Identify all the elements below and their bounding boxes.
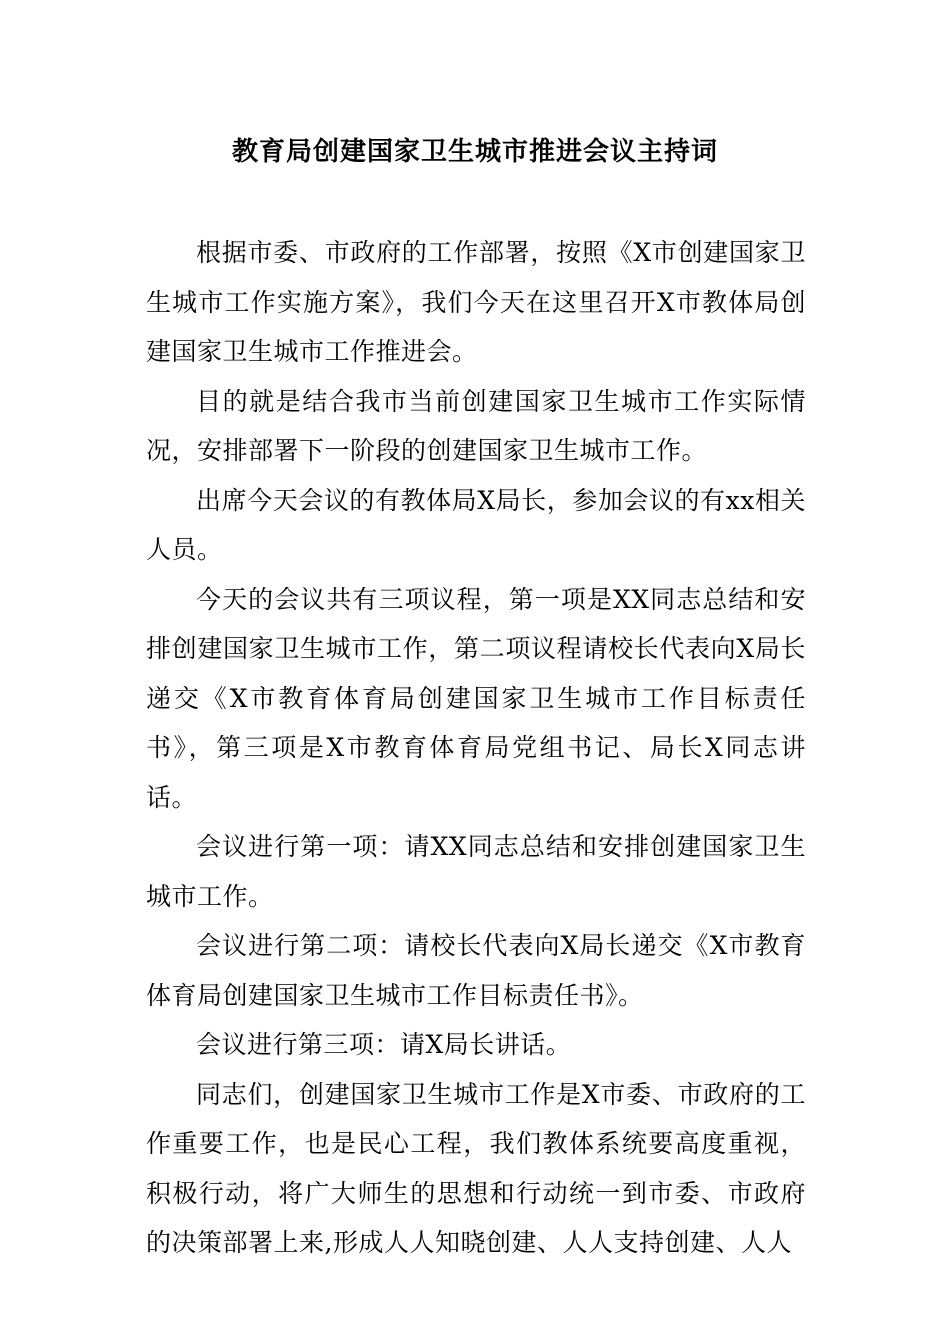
paragraph-closing: 同志们，创建国家卫生城市工作是X市委、市政府的工作重要工作，也是民心工程，我们教体系统要高度重视，积极行动，将广大师生的思想和行动统一到市委、市政府的决策部署上来,形成人人知晓创建、人人支持创建、人人 <box>146 1079 806 1257</box>
paragraph-item-two: 会议进行第二项：请校长代表向X局长递交《X市教育体育局创建国家卫生城市工作目标责任书》。 <box>146 931 806 1010</box>
paragraph-attendees: 出席今天会议的有教体局X局长，参加会议的有xx相关人员。 <box>146 485 806 564</box>
document-body <box>146 228 806 1268</box>
paragraph-agenda: 今天的会议共有三项议程，第一项是XX同志总结和安排创建国家卫生城市工作，第二项议程请校长代表向X局长递交《X市教育体育局创建国家卫生城市工作目标责任书》，第三项是X市教育体育局党组书记、局长X同志讲话。 <box>146 584 806 812</box>
paragraph-item-one: 会议进行第一项：请XX同志总结和安排创建国家卫生城市工作。 <box>146 832 806 911</box>
paragraph-item-three: 会议进行第三项：请X局长讲话。 <box>196 1030 572 1059</box>
paragraph-intro: 根据市委、市政府的工作部署，按照《X市创建国家卫生城市工作实施方案》，我们今天在这里召开X市教体局创建国家卫生城市工作推进会。 <box>146 238 806 366</box>
document-title: 教育局创建国家卫生城市推进会议主持词 <box>231 137 718 167</box>
paragraph-purpose: 目的就是结合我市当前创建国家卫生城市工作实际情况，安排部署下一阶段的创建国家卫生城市工作。 <box>146 386 806 465</box>
